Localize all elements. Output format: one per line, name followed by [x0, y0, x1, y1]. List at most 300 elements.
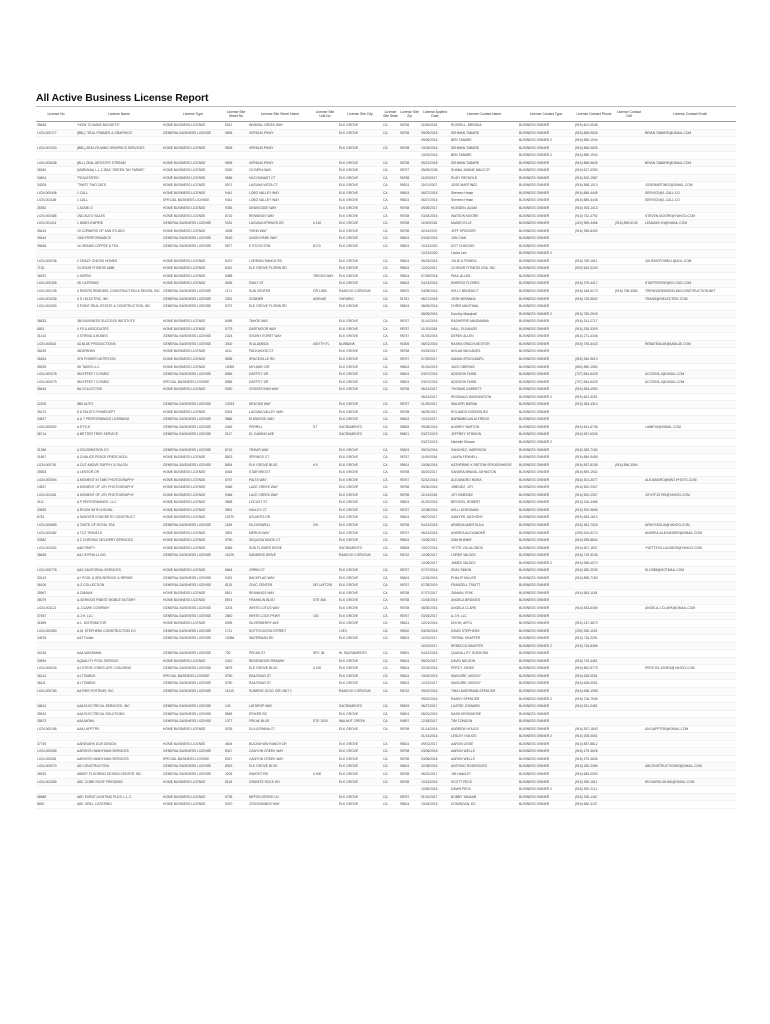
table-cell: 95758 [399, 725, 420, 733]
table-cell: (BBL) "ZEAL FRAMES & GRAPHICS" [76, 129, 162, 137]
table-cell [614, 710, 644, 718]
table-cell: CA [382, 220, 399, 228]
table-cell: SUN CENTER [248, 288, 312, 296]
table-row [36, 257, 736, 265]
table-cell: (916) 683-0000 [574, 771, 614, 779]
table-cell: CA [382, 416, 399, 424]
table-cell: GENERAL BUSINESS LICENSE [162, 333, 224, 341]
table-cell: (916) 716-8496 [574, 642, 614, 650]
table-cell: LACE CREEK WAY [248, 491, 312, 499]
table-cell: 01/14/2016 [420, 733, 450, 741]
table-row [36, 122, 736, 130]
table-cell [382, 695, 399, 703]
table-cell: REGINALD WASHINGTON [450, 393, 518, 401]
table-cell: 06/13/2016 [420, 529, 450, 537]
table-cell [312, 355, 338, 363]
table-cell: (916) 833-6406 [574, 605, 614, 613]
table-cell: LICN-001166 [36, 197, 76, 205]
table-cell: AARON'S HANDYMAN SERVICES [76, 748, 162, 756]
table-cell: LICN-000486 [36, 212, 76, 220]
table-cell: TRIGUS WAY [312, 272, 338, 280]
table-cell: AARON LEIGE [450, 740, 518, 748]
table-cell [614, 167, 644, 175]
table-cell: 1 ACME-O [76, 205, 162, 213]
table-cell: 91505 [399, 340, 420, 348]
table-cell [614, 303, 644, 311]
table-cell: A STYLE [76, 423, 162, 431]
table-row [36, 438, 736, 446]
table-cell: 03/15/2017 [420, 348, 450, 356]
table-cell: JOSE MARTINEZ [450, 182, 518, 190]
table-cell: 12/01/2016 [420, 620, 450, 628]
table-cell: 6664 [224, 567, 248, 575]
table-cell [614, 295, 644, 303]
table-cell: SEHMAN TABARE [450, 144, 518, 152]
table-cell [312, 348, 338, 356]
column-header: License Site Zip [399, 107, 420, 122]
table-cell: 95758 [399, 748, 420, 756]
table-cell: ELK GROVE [338, 672, 382, 680]
table-cell [248, 559, 312, 567]
table-cell: PECAN ST [248, 650, 312, 658]
table-cell [312, 393, 338, 401]
table-cell: 01/02/2016 [420, 499, 450, 507]
table-cell [312, 122, 338, 130]
table-cell: AN.DAPPTRS@GMAIL.COM [644, 725, 736, 733]
table-cell: TINA HAGERMAN-SPENCER [450, 688, 518, 696]
table-cell: LICN-000776 [36, 567, 76, 575]
table-cell: BUSINESS OWNER 2 [518, 559, 574, 567]
table-cell: LOBO VALLEY WAY [248, 189, 312, 197]
table-cell [614, 755, 644, 763]
table-cell: LUATSE, EDWARD [450, 703, 518, 711]
table-cell: 2310 [224, 657, 248, 665]
table-cell [644, 469, 736, 477]
table-cell [614, 280, 644, 288]
table-cell [399, 137, 420, 145]
table-cell: 95758 [399, 386, 420, 394]
table-body [36, 122, 736, 809]
table-cell [76, 642, 162, 650]
table-cell: WATERMAN RD [248, 635, 312, 643]
table-row [36, 559, 736, 567]
table-cell: 24 HOUR FITNESS USA, INC [450, 265, 518, 273]
report-sheet [36, 92, 736, 809]
table-row [36, 695, 736, 703]
table-cell: 3206 [224, 771, 248, 779]
table-cell: 8966 [224, 378, 248, 386]
table-cell: BUSINESS OWNER [518, 295, 574, 303]
table-row [36, 295, 736, 303]
table-cell [644, 408, 736, 416]
table-cell: 36037 [36, 272, 76, 280]
table-cell: CA [382, 461, 399, 469]
table-cell [614, 416, 644, 424]
table-cell: 03/07/2016 [420, 371, 450, 379]
table-cell [614, 363, 644, 371]
table-cell: TIM CONDON [450, 718, 518, 726]
table-cell: (916) 719-3246 [574, 552, 614, 560]
table-cell: 11/05/2016 [420, 454, 450, 462]
table-cell: BUSINESS OWNER [518, 288, 574, 296]
table-cell: 95624 [399, 197, 420, 205]
table-cell: PHILLIP MILLER [450, 574, 518, 582]
table-cell: CA [382, 680, 399, 688]
table-cell: 36349 [36, 167, 76, 175]
table-cell: 95758 [399, 589, 420, 597]
table-cell: W ALAMEDA [248, 340, 312, 348]
table-cell [614, 529, 644, 537]
table-cell [312, 544, 338, 552]
table-cell: ELK GROVE [338, 416, 382, 424]
table-cell [399, 733, 420, 741]
table-cell: 33994 [36, 657, 76, 665]
table-cell [614, 763, 644, 771]
table-cell: ELK GROVE [338, 574, 382, 582]
table-cell: CA [382, 371, 399, 379]
table-cell: ROLANDO RODRIGUEZ [450, 408, 518, 416]
table-cell: ELK GROVE [338, 605, 382, 613]
table-cell: ELK GROVE [338, 227, 382, 235]
table-cell: 8066 [224, 544, 248, 552]
table-cell: LICN-001002 [36, 544, 76, 552]
table-cell: JOYOFJOY99@YAHOO.COM [644, 491, 736, 499]
table-cell: GENERAL BUSINESS LICENSE [162, 680, 224, 688]
table-cell: SACRAMENTO [338, 423, 382, 431]
table-cell: 3000 [224, 340, 248, 348]
table-cell [614, 476, 644, 484]
table-cell: 9160 [224, 235, 248, 243]
table-cell: 04/13/2016 [420, 280, 450, 288]
table-cell [614, 212, 644, 220]
table-cell: RENNINGS WAY [248, 589, 312, 597]
table-cell: 95815 [399, 703, 420, 711]
table-cell: 4604 [224, 740, 248, 748]
table-cell: AAA ELECTRICAL SERVICES, INC [76, 703, 162, 711]
table-cell: AA FIRE SYSTEMS, INC [76, 688, 162, 696]
table-cell [312, 205, 338, 213]
table-cell: RANCHO CORDOVA [338, 688, 382, 696]
table-cell: CA [382, 740, 399, 748]
table-cell: BUSINESS OWNER [518, 801, 574, 809]
table-cell: KELLI DIVEOMAN [450, 506, 518, 514]
table-cell [644, 318, 736, 326]
table-cell: # 100 [312, 665, 338, 673]
table-cell [614, 205, 644, 213]
table-cell [644, 514, 736, 522]
table-cell: SPECIAL BUSINESS LICENSE [162, 672, 224, 680]
table-cell: 95757 [399, 325, 420, 333]
table-cell: LAGUNA SPRINGS DR [248, 220, 312, 228]
table-cell: CA [382, 242, 399, 250]
table-cell: LOCUST ST [248, 499, 312, 507]
table-cell: "FEALESS"ED [76, 174, 162, 182]
table-cell: 8511 [224, 589, 248, 597]
table-cell: BUSINESS OWNER [518, 521, 574, 529]
table-cell: 95828 [399, 423, 420, 431]
table-cell [162, 250, 224, 258]
table-cell: PERCYM.JONES@YAHOO.COM [644, 665, 736, 673]
table-cell: CA [382, 672, 399, 680]
table-cell: 95624 [399, 801, 420, 809]
table-cell: (916) 397-1843 [574, 725, 614, 733]
table-cell: 95624 [399, 499, 420, 507]
table-cell [644, 122, 736, 130]
table-cell [312, 793, 338, 801]
table-cell [248, 310, 312, 318]
table-cell [382, 137, 399, 145]
table-cell: NEPON GROVE LN [248, 793, 312, 801]
table-cell: 5707 [224, 303, 248, 311]
table-cell: 9441 [224, 197, 248, 205]
table-cell: OLYMPIA WAY [248, 167, 312, 175]
table-cell: ELK GROVE [338, 521, 382, 529]
table-cell [312, 688, 338, 696]
table-cell: (916) 968-1013 [574, 182, 614, 190]
table-cell [312, 152, 338, 160]
table-cell: 08/14/2017 [420, 393, 450, 401]
table-cell: (916) 380-2039 [574, 567, 614, 575]
table-cell: HOME BUSINESS LICENSE [162, 620, 224, 628]
table-cell: 33635 [36, 506, 76, 514]
table-cell: 95757 [399, 454, 420, 462]
table-cell: 08/01/2016 [420, 340, 450, 348]
table-cell: 2424 [224, 333, 248, 341]
table-cell: 2 CRAZY CHICKS HOMES [76, 257, 162, 265]
table-cell: CA [382, 544, 399, 552]
table-cell: LICN-001121 [36, 605, 76, 613]
table-cell: 8 & FALSTO FINNEGEPT [76, 408, 162, 416]
table-cell: CA [382, 748, 399, 756]
table-cell: CA [382, 295, 399, 303]
table-cell: HOME BUSINESS LICENSE [162, 567, 224, 575]
table-cell: CA [382, 574, 399, 582]
table-cell: A LENTOR OR [76, 469, 162, 477]
table-cell: VERDUN PKWY [248, 159, 312, 167]
table-cell: 94597 [399, 718, 420, 726]
table-cell: LICN-000081 [36, 755, 76, 763]
table-cell: ELK GROVE [338, 499, 382, 507]
table-cell: 10/18/2019 [420, 597, 450, 605]
table-cell: CA [382, 627, 399, 635]
table-cell: 95758 [399, 227, 420, 235]
table-row [36, 212, 736, 220]
table-row [36, 235, 736, 243]
table-cell: 01/14/2016 [420, 725, 450, 733]
table-cell [382, 642, 399, 650]
table-cell [312, 476, 338, 484]
table-cell [224, 642, 248, 650]
table-cell: A-SERIOUS FINEST MOBILE NOTARY [76, 597, 162, 605]
table-cell: 02/14/2007 [420, 227, 450, 235]
table-cell: MAGUIRE, MICKEY [450, 672, 518, 680]
table-cell: JULIE A POWELL [450, 257, 518, 265]
table-cell: DWIGHT RD [248, 771, 312, 779]
table-cell: ELK GROVE [338, 159, 382, 167]
column-header: License Contact Email [644, 107, 736, 122]
table-cell: NEW BIS WAY [248, 401, 312, 409]
table-cell: LICN-000761 [36, 461, 76, 469]
table-cell: (916) 502-1987 [574, 174, 614, 182]
table-cell [162, 559, 224, 567]
table-cell [614, 438, 644, 446]
table-cell: 95624 [399, 537, 420, 545]
table-cell: (916) 684-9455 [574, 454, 614, 462]
table-cell [76, 393, 162, 401]
table-cell [248, 393, 312, 401]
table-cell: 5750 [224, 672, 248, 680]
table-cell [312, 506, 338, 514]
table-cell: A TCZ TRAVELS [76, 529, 162, 537]
table-cell: MYLAND CIR [248, 363, 312, 371]
table-cell: 9466 [224, 491, 248, 499]
table-cell: (916) 393-1413 [574, 205, 614, 213]
table-cell: CA [382, 454, 399, 462]
table-cell [614, 499, 644, 507]
table-cell: HOME BUSINESS LICENSE [162, 514, 224, 522]
table-cell [312, 801, 338, 809]
table-cell: LICN-000135 [36, 288, 76, 296]
table-cell: CA [382, 325, 399, 333]
table-cell: BUSINESS OWNER [518, 340, 574, 348]
table-cell: 03/06/2018 [420, 755, 450, 763]
table-cell: HOME BUSINESS LICENSE [162, 265, 224, 273]
table-cell: BUSINESS OWNER [518, 612, 574, 620]
table-cell: (916) 890-1932 [574, 469, 614, 477]
table-cell: BUSINESS OWNER [518, 793, 574, 801]
table-cell [36, 137, 76, 145]
table-cell: 8470 [224, 257, 248, 265]
table-cell: A.M. STEPHENS CONSTRUCTION CO [76, 627, 162, 635]
table-cell: 9488 [224, 272, 248, 280]
table-cell [312, 144, 338, 152]
table-cell: CA [382, 272, 399, 280]
table-cell: 8317 [224, 755, 248, 763]
table-cell: ALEJANDRO MORA [450, 476, 518, 484]
table-cell: RANDY SPENCER [450, 695, 518, 703]
table-cell: 95757 [399, 567, 420, 575]
table-cell: A&J SYPHA LL INC [76, 552, 162, 560]
table-cell: BUSINESS OWNER [518, 446, 574, 454]
table-cell: 143 [224, 703, 248, 711]
table-row [36, 310, 736, 318]
license-table [36, 106, 736, 809]
table-cell: 95624 [399, 189, 420, 197]
table-cell: HOME BUSINESS LICENSE [162, 544, 224, 552]
table-cell [312, 408, 338, 416]
table-row [36, 740, 736, 748]
table-cell [644, 461, 736, 469]
table-cell: 35519 [36, 710, 76, 718]
table-cell: 11/01/2007 [420, 182, 450, 190]
table-cell: ONTARIO [338, 295, 382, 303]
table-cell: ELK GROVE [338, 408, 382, 416]
table-cell: LAGUNA VISTA CT [248, 182, 312, 190]
table-cell [614, 567, 644, 575]
table-cell: 95691 [399, 650, 420, 658]
table-cell: 12/06/2017 [420, 552, 450, 560]
table-cell: BUSINESS OWNER [518, 778, 574, 786]
table-cell: LICN-000177 [36, 129, 76, 137]
table-cell: BUSINESS OWNER [518, 755, 574, 763]
table-row [36, 718, 736, 726]
table-cell: 91761 [399, 295, 420, 303]
table-cell [312, 703, 338, 711]
table-cell: A TASTE OF ROYAL TEA [76, 521, 162, 529]
table-cell: 07/29/2017 [420, 355, 450, 363]
table-cell: 36114 [36, 672, 76, 680]
table-cell: SLOS85@HOTMAIL.COM [644, 567, 736, 575]
table-cell: AB CONSTRUCTION [76, 763, 162, 771]
table-cell: 95758 [399, 521, 420, 529]
table-cell: (916) 683-1613 [574, 514, 614, 522]
table-cell: 8716 [224, 212, 248, 220]
table-cell [614, 431, 644, 439]
table-cell: DAFFITY DR [248, 378, 312, 386]
table-cell: BUSINESS OWNER [518, 401, 574, 409]
table-cell: 06/22/2017 [420, 771, 450, 779]
table-cell [574, 718, 614, 726]
table-cell: 95624 [399, 680, 420, 688]
table-cell: 95624 [399, 574, 420, 582]
table-cell: 06/25/2017 [420, 408, 450, 416]
table-cell: 8834 [224, 461, 248, 469]
table-cell: DOMINGAN, ED [450, 801, 518, 809]
table-cell [312, 657, 338, 665]
table-cell: LIABEYA@GMAIL.COM [644, 423, 736, 431]
table-cell: AQUALITY POOL SERVICE [76, 657, 162, 665]
table-cell [248, 152, 312, 160]
table-cell [644, 325, 736, 333]
table-cell: AARDVARK DUE DESIGN [76, 740, 162, 748]
table-cell: WATSON MOORE [450, 212, 518, 220]
table-cell [644, 589, 736, 597]
table-cell: BUSINESS OWNER [518, 182, 574, 190]
table-cell: 9331 [224, 220, 248, 228]
table-cell: ELK GROVE [338, 220, 382, 228]
table-cell: STAR BROOT [248, 469, 312, 477]
table-cell [312, 763, 338, 771]
table-row [36, 355, 736, 363]
table-cell [644, 635, 736, 643]
table-cell: LICN-001411 [36, 220, 76, 228]
table-cell [644, 227, 736, 235]
table-cell [224, 733, 248, 741]
table-cell: ATLANTIS DR [248, 514, 312, 522]
table-cell: ELK GROVE [338, 205, 382, 213]
table-cell: ELK GROVE [338, 567, 382, 575]
table-cell: A CHALICE PEACE PRESCHOOL [76, 454, 162, 462]
table-cell: HALLEY CT [248, 506, 312, 514]
table-cell: CA [382, 303, 399, 311]
table-cell [312, 710, 338, 718]
table-cell: 1ND AUTO SALES [76, 212, 162, 220]
table-cell: 03/27/2019 [420, 431, 450, 439]
table-cell: 11025 [224, 552, 248, 560]
table-row [36, 574, 736, 582]
table-cell: SILVERBERRY AVE [248, 620, 312, 628]
table-cell: GENERAL BUSINESS LICENSE [162, 242, 224, 250]
table-cell: 07/28/2019 [420, 582, 450, 590]
table-cell: HOME BUSINESS LICENSE [162, 529, 224, 537]
table-cell: GENERAL BUSINESS LICENSE [162, 763, 224, 771]
table-cell [162, 695, 224, 703]
table-cell: (916) 706-7546 [574, 695, 614, 703]
table-cell: A1 STEVE JONES LIFE COACHING [76, 665, 162, 673]
table-cell: 10/30/2016 [420, 786, 450, 794]
table-cell: BUSINESS OWNER [518, 363, 574, 371]
table-cell [312, 250, 338, 258]
